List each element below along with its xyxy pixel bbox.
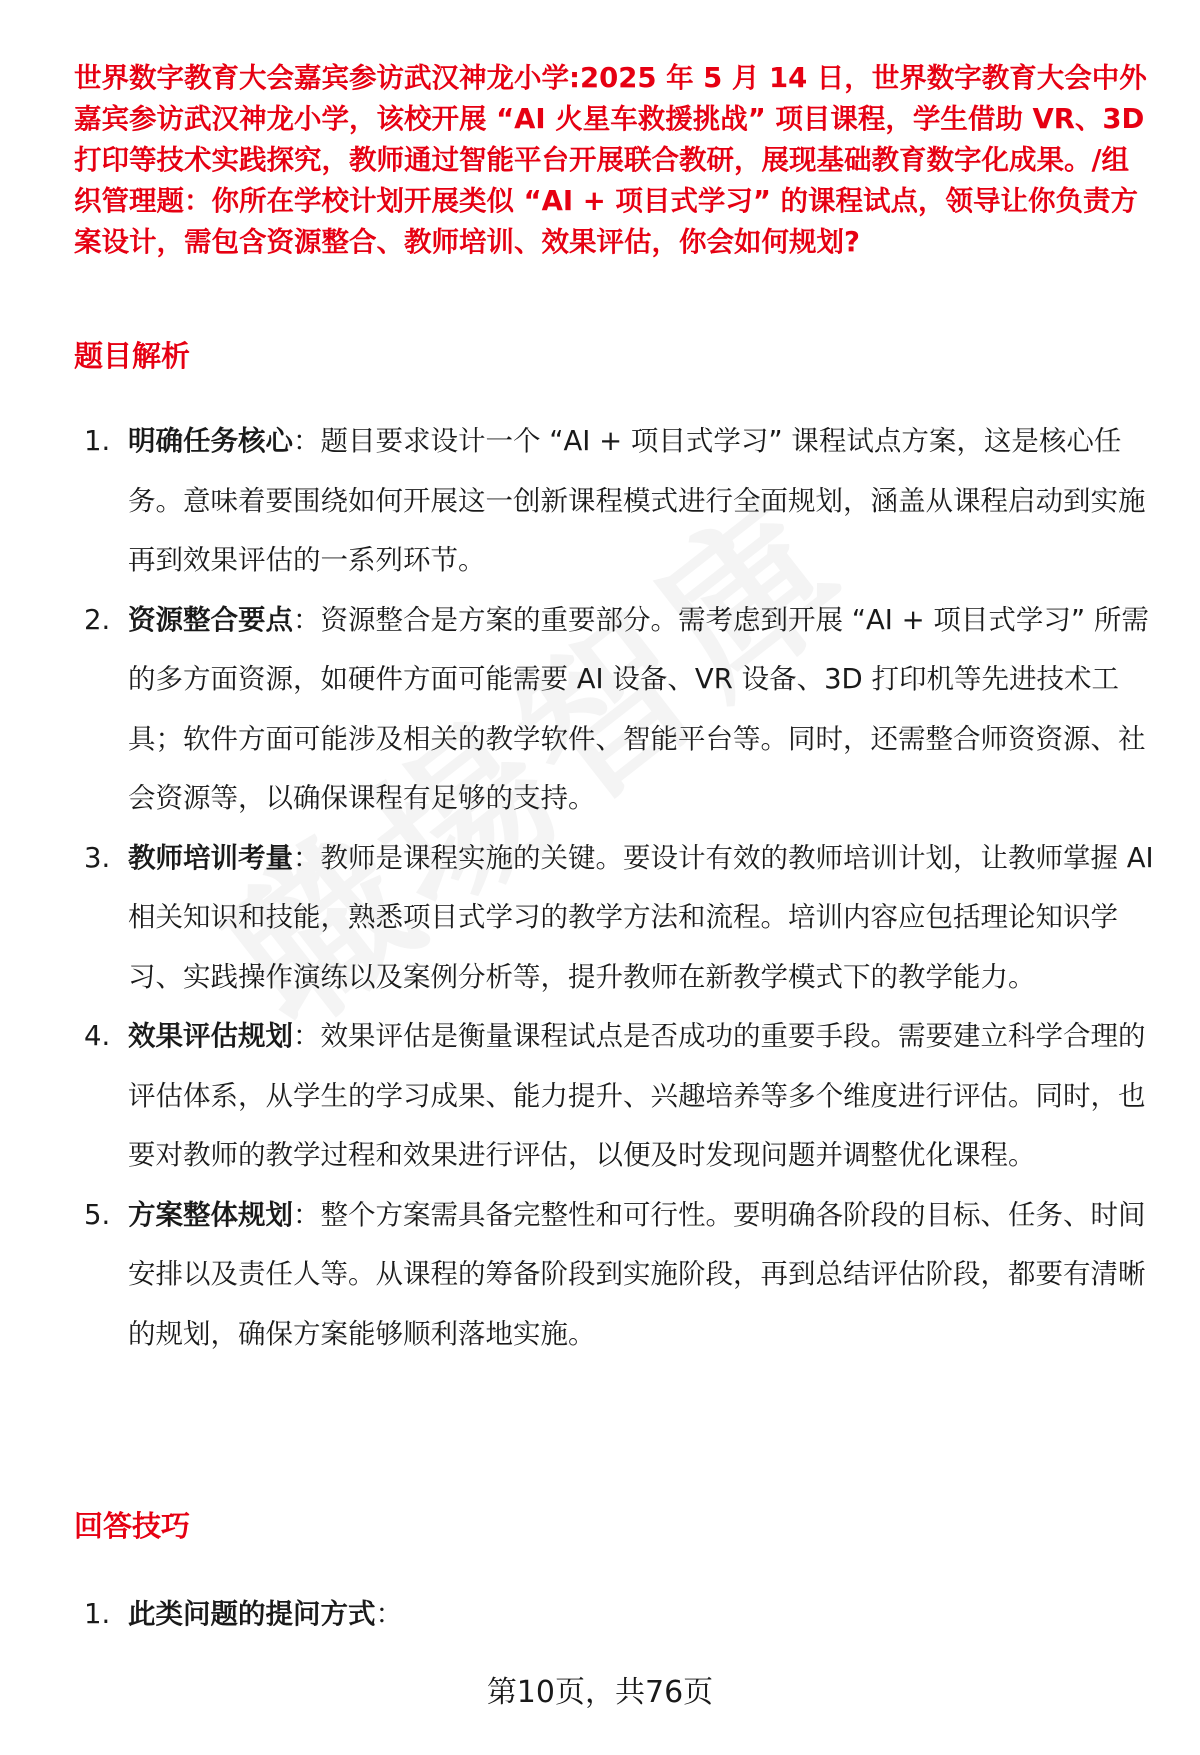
item-number: 3.: [84, 841, 111, 874]
list-item: [74, 1186, 1160, 1365]
item-label: 效果评估规划: [128, 1020, 293, 1052]
tips-list: [74, 1585, 1160, 1645]
item-label: 明确任务核心: [128, 425, 293, 457]
item-number: 1.: [84, 425, 111, 457]
tips-heading: 回答技巧: [74, 1509, 191, 1543]
list-item: [74, 1585, 1160, 1645]
list-item: [74, 412, 1160, 591]
item-number: 4.: [84, 1020, 111, 1052]
item-label: 方案整体规划: [128, 1198, 293, 1231]
item-number: 1.: [84, 1598, 111, 1630]
question-text: 世界数字教育大会嘉宾参访武汉神龙小学:2025 年 5 月 14 日，世界数字教育大会中外嘉宾参访武汉神龙小学，该校开展 “AI 火星车救援挑战” 项目课程，学生借助 VR、3D 打印等技术实践探究，教师通过智能平台开展联合教研，展现基础教育数字化成果。/组织管理题：你所在学校计划开展类似 “AI + 项目式学习” 的课程试点，领导让你负责方案设计，需包含资源整合、教师培训、效果评估，你会如何规划?: [74, 62, 1147, 258]
item-text: ：整个方案需具备完整性和可行性。要明确各阶段的目标、任务、时间安排以及责任人等。从课程的筹备阶段到实施阶段，再到总结评估阶段，都要有清晰的规划，确保方案能够顺利落地实施。: [128, 1198, 1146, 1350]
list-item: [74, 591, 1160, 829]
page-footer: 第10页，共76页: [486, 1675, 714, 1710]
list-item: [74, 1007, 1160, 1186]
item-text: ：教师是课程实施的关键。要设计有效的教师培训计划，让教师掌握 AI 相关知识和技能，熟悉项目式学习的教学方法和流程。培训内容应包括理论知识学习、实践操作演练以及案例分析等，提升教师在新教学模式下的教学能力。: [128, 841, 1154, 993]
item-label: 资源整合要点: [128, 603, 293, 636]
item-number: 2.: [84, 603, 111, 636]
item-text: ：题目要求设计一个 “AI + 项目式学习” 课程试点方案，这是核心任务。意味着要围绕如何开展这一创新课程模式进行全面规划，涵盖从课程启动到实施再到效果评估的一系列环节。: [128, 425, 1146, 576]
analysis-list: [74, 412, 1160, 1364]
list-item: [74, 829, 1160, 1008]
item-text: ：: [375, 1598, 403, 1630]
item-number: 5.: [84, 1198, 111, 1231]
analysis-heading: 题目解析: [74, 339, 191, 373]
item-text: ：资源整合是方案的重要部分。需考虑到开展 “AI + 项目式学习” 所需的多方面资源，如硬件方面可能需要 AI 设备、VR 设备、3D 打印机等先进技术工具；软件方面可能涉及相关的教学软件、智能平台等。同时，还需整合师资资源、社会资源等，以确保课程有足够的支持。: [128, 603, 1149, 814]
item-text: ：效果评估是衡量课程试点是否成功的重要手段。需要建立科学合理的评估体系，从学生的学习成果、能力提升、兴趣培养等多个维度进行评估。同时，也要对教师的教学过程和效果进行评估，以便及时发现问题并调整优化课程。: [128, 1020, 1146, 1171]
item-label: 教师培训考量: [128, 841, 293, 874]
item-label: 此类问题的提问方式: [128, 1598, 376, 1630]
